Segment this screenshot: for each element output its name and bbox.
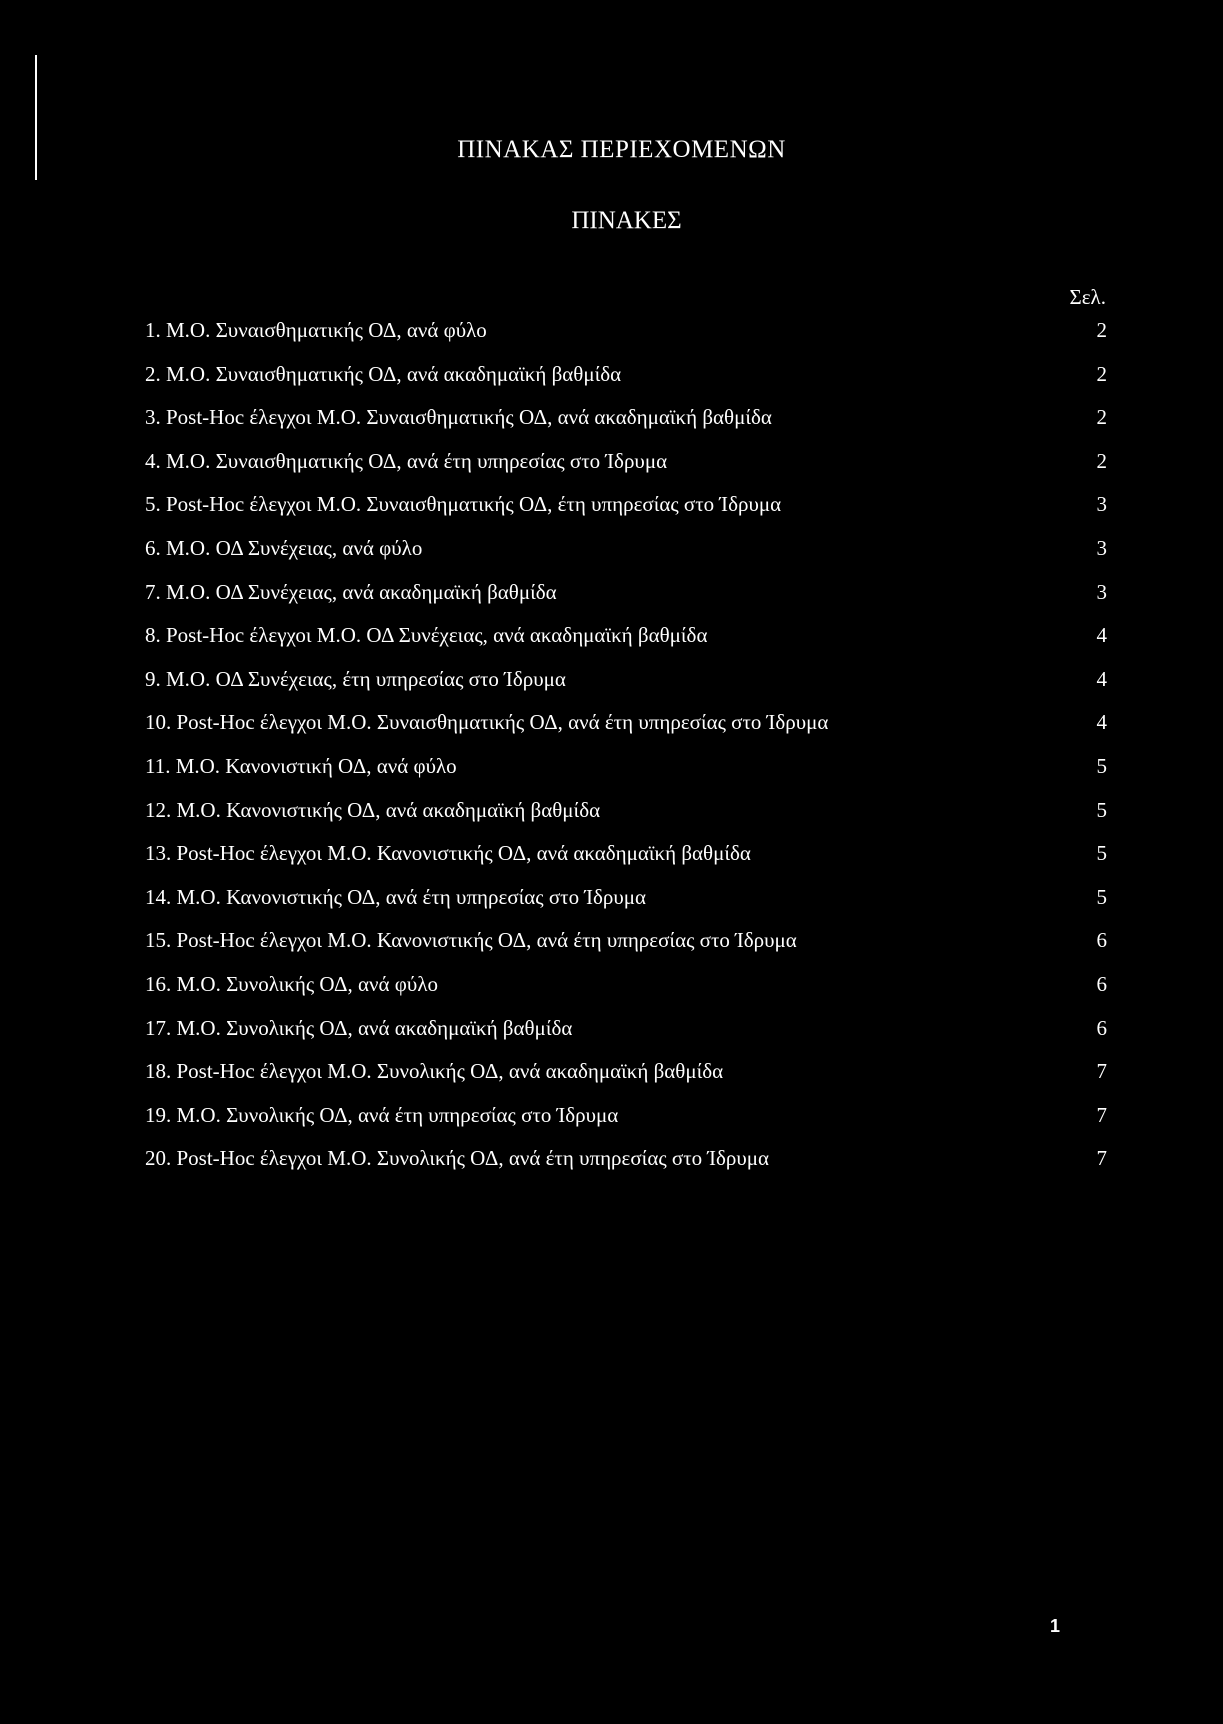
toc-entry-text: 18. Post-Hoc έλεγχοι Μ.Ο. Συνολικής ΟΔ, ανά ακαδημαϊκή βαθμίδα: [145, 1059, 724, 1084]
toc-row: [145, 405, 1107, 449]
toc-entry-page: 5: [1096, 797, 1107, 822]
toc-entry-page: 5: [1096, 841, 1107, 866]
toc-entry-text: 12. Μ.Ο. Κανονιστικής ΟΔ, ανά ακαδημαϊκή βαθμίδα: [145, 797, 601, 822]
toc-row: [145, 362, 1107, 406]
toc-row: [145, 1103, 1107, 1147]
toc-entry-text: 16. Μ.Ο. Συνολικής ΟΔ, ανά φύλο: [145, 971, 439, 996]
toc-entry-page: 6: [1096, 971, 1107, 996]
toc-row: [145, 754, 1107, 798]
toc-row: [145, 1059, 1107, 1103]
toc-entry-page: 7: [1096, 1059, 1107, 1084]
toc-entry-text: 17. Μ.Ο. Συνολικής ΟΔ, ανά ακαδημαϊκή βαθμίδα: [145, 1015, 573, 1040]
toc-entry-text: 3. Post-Hoc έλεγχοι Μ.Ο. Συναισθηματικής ΟΔ, ανά ακαδημαϊκή βαθμίδα: [145, 405, 772, 430]
toc-entry-page: 3: [1096, 535, 1107, 560]
toc-row: [145, 318, 1107, 362]
toc-entry-page: 3: [1096, 492, 1107, 517]
toc-entry-text: 4. Μ.Ο. Συναισθηματικής ΟΔ, ανά έτη υπηρεσίας στο Ίδρυμα: [145, 448, 668, 473]
toc-entry-text: 8. Post-Hoc έλεγχοι Μ.Ο. ΟΔ Συνέχειας, ανά ακαδημαϊκή βαθμίδα: [145, 623, 708, 648]
toc-entry-page: 4: [1096, 710, 1107, 735]
toc-entry-text: 13. Post-Hoc έλεγχοι Μ.Ο. Κανονιστικής ΟΔ, ανά ακαδημαϊκή βαθμίδα: [145, 841, 751, 866]
toc-row: [145, 623, 1107, 667]
toc-row: [145, 710, 1107, 754]
toc-row: [145, 798, 1107, 842]
toc-row: [145, 972, 1107, 1016]
document-title: ΠΙΝΑΚΑΣ ΠΕΡΙΕΧΟΜΕΝΩΝ: [457, 136, 786, 163]
toc-row: [145, 1146, 1107, 1190]
toc-entry-page: 3: [1096, 579, 1107, 604]
toc-row: [145, 536, 1107, 580]
toc-entry-text: 11. Μ.Ο. Κανονιστική ΟΔ, ανά φύλο: [145, 753, 457, 778]
toc-row: [145, 667, 1107, 711]
toc-entry-text: 7. Μ.Ο. ΟΔ Συνέχειας, ανά ακαδημαϊκή βαθμίδα: [145, 579, 557, 604]
toc-row: [145, 580, 1107, 624]
toc-entry-page: 4: [1096, 623, 1107, 648]
toc-entry-page: 7: [1096, 1146, 1107, 1171]
toc-row: [145, 1016, 1107, 1060]
toc-entry-text: 20. Post-Hoc έλεγχοι Μ.Ο. Συνολικής ΟΔ, ανά έτη υπηρεσίας στο Ίδρυμα: [145, 1146, 770, 1171]
toc-entry-page: 6: [1096, 928, 1107, 953]
toc-entry-page: 6: [1096, 1015, 1107, 1040]
toc-entry-page: 2: [1096, 361, 1107, 386]
toc-entry-text: 5. Post-Hoc έλεγχοι Μ.Ο. Συναισθηματικής ΟΔ, έτη υπηρεσίας στο Ίδρυμα: [145, 492, 782, 517]
toc-entry-text: 6. Μ.Ο. ΟΔ Συνέχειας, ανά φύλο: [145, 535, 423, 560]
toc-entry-text: 14. Μ.Ο. Κανονιστικής ΟΔ, ανά έτη υπηρεσίας στο Ίδρυμα: [145, 884, 647, 909]
section-heading: ΠΙΝΑΚΕΣ: [571, 207, 682, 234]
toc-row: [145, 449, 1107, 493]
toc-entry-page: 5: [1096, 753, 1107, 778]
toc-row: [145, 885, 1107, 929]
table-of-contents: [145, 318, 1107, 1190]
page-number: 1: [1049, 1616, 1060, 1636]
toc-row: [145, 841, 1107, 885]
toc-entry-text: 9. Μ.Ο. ΟΔ Συνέχειας, έτη υπηρεσίας στο Ίδρυμα: [145, 666, 566, 691]
toc-row: [145, 928, 1107, 972]
toc-entry-text: 10. Post-Hoc έλεγχοι Μ.Ο. Συναισθηματικής ΟΔ, ανά έτη υπηρεσίας στο Ίδρυμα: [145, 710, 829, 735]
page-column-label: Σελ.: [1069, 285, 1106, 309]
toc-entry-page: 4: [1096, 666, 1107, 691]
toc-entry-text: 2. Μ.Ο. Συναισθηματικής ΟΔ, ανά ακαδημαϊκή βαθμίδα: [145, 361, 622, 386]
toc-row: [145, 492, 1107, 536]
toc-entry-page: 2: [1096, 405, 1107, 430]
toc-entry-text: 15. Post-Hoc έλεγχοι Μ.Ο. Κανονιστικής ΟΔ, ανά έτη υπηρεσίας στο Ίδρυμα: [145, 928, 797, 953]
toc-entry-page: 2: [1096, 318, 1107, 342]
toc-entry-page: 2: [1096, 448, 1107, 473]
toc-entry-page: 5: [1096, 884, 1107, 909]
toc-entry-text: 1. Μ.Ο. Συναισθηματικής ΟΔ, ανά φύλο: [145, 318, 487, 342]
toc-entry-page: 7: [1096, 1102, 1107, 1127]
toc-entry-text: 19. Μ.Ο. Συνολικής ΟΔ, ανά έτη υπηρεσίας στο Ίδρυμα: [145, 1102, 619, 1127]
